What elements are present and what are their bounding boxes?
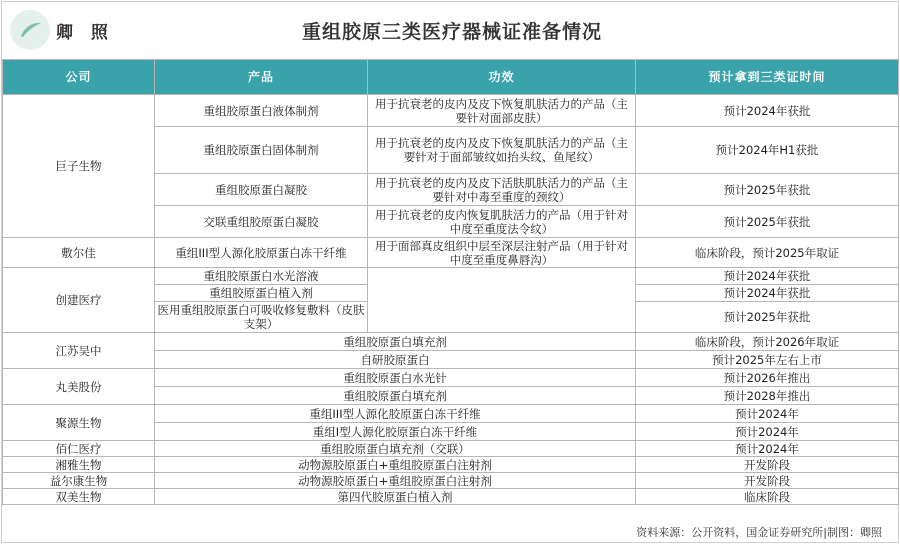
time-cell: 预计2024年H1获批	[636, 127, 899, 174]
time-cell: 预计2024年获批	[636, 285, 899, 302]
table-row	[3, 441, 899, 457]
company-cell: 创建医疗	[3, 268, 155, 333]
company-cell: 聚源生物	[3, 405, 155, 441]
column-header-effect: 功效	[368, 60, 636, 95]
column-header-time: 预计拿到三类证时间	[636, 60, 899, 95]
effect-cell-empty	[368, 268, 636, 333]
effect-cell: 用于抗衰老的皮内及皮下恢复肌肤活力的产品（主要针对于面部皱纹如抬头纹、鱼尾纹）	[368, 127, 636, 174]
table-row	[3, 333, 899, 351]
time-cell: 预计2024年获批	[636, 95, 899, 127]
time-cell: 开发阶段	[636, 457, 899, 473]
company-cell: 湘雅生物	[3, 457, 155, 473]
column-header-product: 产品	[155, 60, 368, 95]
effect-cell: 用于面部真皮组织中层至深层注射产品（用于针对中度至重度鼻唇沟）	[368, 238, 636, 268]
product-cell: 重组胶原蛋白填充剂（交联）	[155, 441, 636, 457]
product-cell: 重组胶原蛋白液体制剂	[155, 95, 368, 127]
time-cell: 预计2026年推出	[636, 369, 899, 387]
time-cell: 预计2024年	[636, 405, 899, 423]
table-row	[3, 473, 899, 489]
table-row	[3, 405, 899, 423]
column-header-company: 公司	[3, 60, 155, 95]
time-cell: 临床阶段，预计2026年取证	[636, 333, 899, 351]
time-cell: 预计2024年	[636, 441, 899, 457]
certificate-table	[2, 59, 899, 505]
company-cell: 敷尔佳	[3, 238, 155, 268]
table-row	[3, 489, 899, 505]
time-cell: 临床阶段，预计2025年取证	[636, 238, 899, 268]
product-cell: 重组胶原蛋白水光针	[155, 369, 636, 387]
page-frame	[1, 1, 899, 543]
product-cell: 交联重组胶原蛋白凝胶	[155, 206, 368, 238]
time-cell: 预计2028年推出	[636, 387, 899, 405]
product-cell: 动物源胶原蛋白+重组胶原蛋白注射剂	[155, 457, 636, 473]
company-cell: 双美生物	[3, 489, 155, 505]
page-title: 重组胶原三类医疗器械证准备情况	[301, 21, 602, 43]
product-cell: 重组胶原蛋白填充剂	[155, 387, 636, 405]
company-cell: 江苏吴中	[3, 333, 155, 369]
product-cell: 重组胶原蛋白植入剂	[155, 285, 368, 302]
time-cell: 预计2025年获批	[636, 174, 899, 206]
company-cell: 佰仁医疗	[3, 441, 155, 457]
company-cell: 丸美股份	[3, 369, 155, 405]
leaf-icon	[10, 10, 50, 50]
table-row	[3, 268, 899, 285]
company-cell: 益尔康生物	[3, 473, 155, 489]
effect-cell: 用于抗衰老的皮内及皮下恢复肌肤活力的产品（主要针对面部皮肤）	[368, 95, 636, 127]
product-cell: 重组胶原蛋白凝胶	[155, 174, 368, 206]
time-cell: 预计2024年获批	[636, 268, 899, 285]
table-row	[3, 457, 899, 473]
product-cell: 重组Ⅰ型人源化胶原蛋白冻干纤维	[155, 423, 636, 441]
table-row	[3, 238, 899, 268]
product-cell: 第四代胶原蛋白植入剂	[155, 489, 636, 505]
effect-cell: 用于抗衰老的皮内恢复肌肤活力的产品（用于针对中度至重度法令纹）	[368, 206, 636, 238]
time-cell: 预计2024年	[636, 423, 899, 441]
header	[2, 2, 898, 59]
product-cell: 自研胶原蛋白	[155, 351, 636, 369]
product-cell: 动物源胶原蛋白+重组胶原蛋白注射剂	[155, 473, 636, 489]
product-cell: 重组胶原蛋白填充剂	[155, 333, 636, 351]
table-row	[3, 95, 899, 127]
time-cell: 开发阶段	[636, 473, 899, 489]
product-cell: 重组III型人源化胶原蛋白冻干纤维	[155, 405, 636, 423]
product-cell: 医用重组胶原蛋白可吸收修复敷料（皮肤支架）	[155, 302, 368, 333]
table-row	[3, 369, 899, 387]
effect-cell: 用于抗衰老的皮内及皮下活肤肌肤活力的产品（主要针对中毒至重度的颈纹）	[368, 174, 636, 206]
brand-name: 卿 照	[56, 23, 114, 43]
product-cell: 重组III型人源化胶原蛋白冻干纤维	[155, 238, 368, 268]
source-note: 资料来源：公开资料，国金证券研究所|制图：卿照	[636, 526, 882, 539]
product-cell: 重组胶原蛋白水光溶液	[155, 268, 368, 285]
product-cell: 重组胶原蛋白固体制剂	[155, 127, 368, 174]
time-cell: 临床阶段	[636, 489, 899, 505]
time-cell: 预计2025年左右上市	[636, 351, 899, 369]
time-cell: 预计2025年获批	[636, 206, 899, 238]
time-cell: 预计2025年获批	[636, 302, 899, 333]
table-header-row	[3, 60, 899, 95]
company-cell: 巨子生物	[3, 95, 155, 238]
